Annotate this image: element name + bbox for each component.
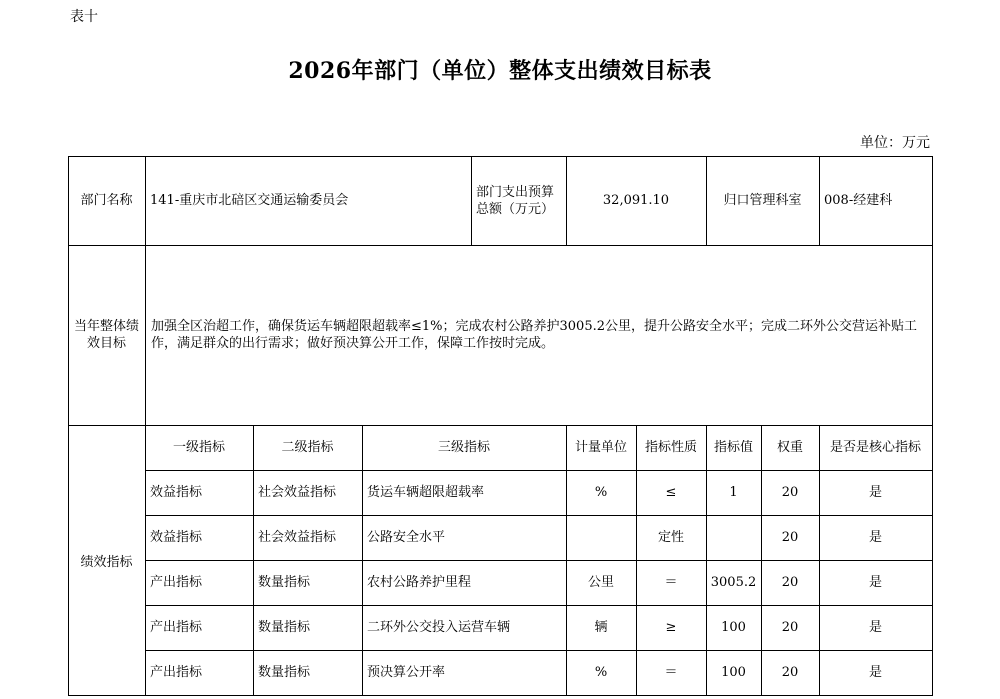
table-number-label: 表十 [70, 9, 98, 25]
table-border [68, 156, 933, 157]
table-border [68, 425, 933, 426]
measure-unit: 辆 [594, 620, 608, 635]
column-header: 二级指标 [281, 440, 334, 455]
table-border [761, 425, 762, 696]
measure-unit [566, 515, 636, 560]
level1-indicator: 产出指标 [150, 665, 203, 680]
indicator-value: 1 [729, 485, 738, 500]
indicator-value: 100 [721, 665, 746, 680]
table-border [253, 425, 254, 696]
weight: 20 [781, 575, 799, 590]
is-core-indicator: 是 [868, 485, 882, 500]
table-border [145, 515, 933, 516]
level2-indicator: 数量指标 [258, 665, 311, 680]
table-border [68, 695, 933, 696]
level2-indicator: 社会效益指标 [258, 530, 337, 545]
weight: 20 [781, 665, 799, 680]
column-header: 一级指标 [172, 440, 225, 455]
column-header: 是否是核心指标 [829, 440, 921, 455]
level1-indicator: 产出指标 [150, 620, 203, 635]
budget-total-label: 部门支出预算总额（万元） [476, 184, 555, 217]
column-header: 三级指标 [437, 440, 490, 455]
office-label: 归口管理科室 [723, 193, 802, 208]
table-border [68, 245, 933, 246]
is-core-indicator: 是 [868, 530, 882, 545]
budget-total-value: 32,091.10 [602, 193, 670, 208]
indicator-nature: ＝ [664, 575, 678, 590]
table-border [145, 605, 933, 606]
is-core-indicator: 是 [868, 575, 882, 590]
indicator-value: 100 [721, 620, 746, 635]
table-border [145, 650, 933, 651]
column-header: 指标性质 [644, 440, 697, 455]
column-header: 权重 [776, 440, 803, 455]
table-border [145, 156, 146, 696]
dept-name-value: 141-重庆市北碚区交通运输委员会 [150, 193, 349, 208]
is-core-indicator: 是 [868, 665, 882, 680]
level2-indicator: 社会效益指标 [258, 485, 337, 500]
table-border [471, 156, 472, 245]
indicator-value: 3005.2 [710, 575, 757, 590]
office-value: 008-经建科 [824, 193, 893, 208]
indicators-section-label: 绩效指标 [80, 554, 133, 570]
indicator-nature: ＝ [664, 665, 678, 680]
dept-name-label: 部门名称 [80, 193, 133, 208]
table-border [819, 425, 820, 696]
level3-indicator: 货运车辆超限超载率 [367, 485, 485, 500]
level3-indicator: 二环外公交投入运营车辆 [367, 620, 511, 635]
table-border [145, 560, 933, 561]
table-border [68, 156, 69, 696]
column-header: 指标值 [713, 440, 753, 455]
level3-indicator: 公路安全水平 [367, 530, 446, 545]
indicator-value [706, 515, 761, 560]
weight: 20 [781, 530, 799, 545]
measure-unit: % [594, 485, 608, 500]
table-border [706, 156, 707, 245]
column-header: 计量单位 [574, 440, 627, 455]
goal-text: 加强全区治超工作，确保货运车辆超限超载率≤1%；完成农村公路养护3005.2公里，提升公路安全水平；完成二环外公交营运补贴工作，满足群众的出行需求；做好预决算公开工作，保障工作按时完成。 [151, 319, 918, 351]
page-title: 2026年部门（单位）整体支出绩效目标表 [288, 58, 712, 84]
goal-label: 当年整体绩效目标 [74, 319, 140, 351]
level1-indicator: 产出指标 [150, 575, 203, 590]
level3-indicator: 预决算公开率 [367, 665, 446, 680]
weight: 20 [781, 485, 799, 500]
measure-unit: % [594, 665, 608, 680]
level2-indicator: 数量指标 [258, 620, 311, 635]
measure-unit: 公里 [587, 575, 614, 590]
table-border [566, 156, 567, 245]
table-border [145, 470, 933, 471]
level1-indicator: 效益指标 [150, 530, 203, 545]
table-border [362, 425, 363, 696]
weight: 20 [781, 620, 799, 635]
indicator-nature: ≤ [665, 485, 677, 500]
indicator-nature: 定性 [657, 530, 684, 545]
table-border [636, 425, 637, 696]
table-border [706, 425, 707, 696]
is-core-indicator: 是 [868, 620, 882, 635]
table-border [566, 425, 567, 696]
table-border [819, 156, 820, 245]
level3-indicator: 农村公路养护里程 [367, 575, 472, 590]
level2-indicator: 数量指标 [258, 575, 311, 590]
indicator-nature: ≥ [665, 620, 677, 635]
unit-label: 单位：万元 [860, 135, 930, 151]
level1-indicator: 效益指标 [150, 485, 203, 500]
table-border [932, 156, 933, 696]
